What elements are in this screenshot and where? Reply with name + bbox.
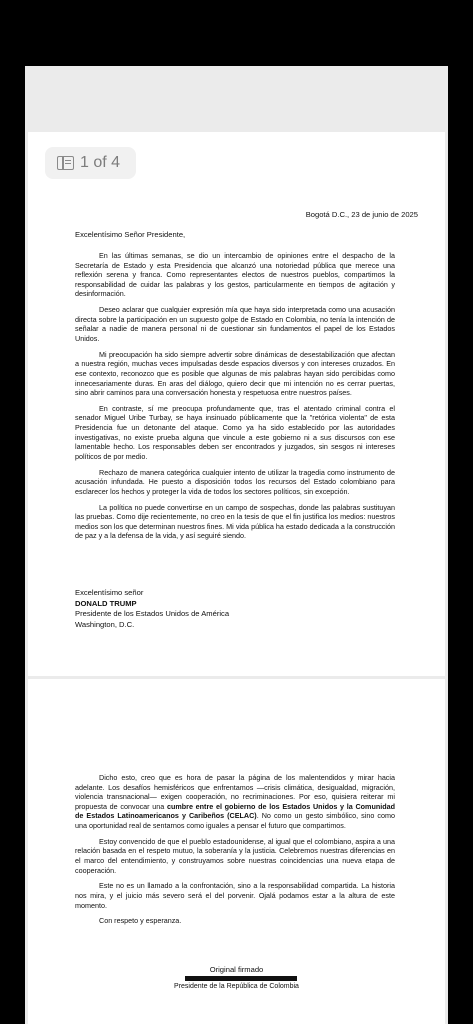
- paragraph-text: Dicho esto, creo que es hora de pasar la página de los malentendidos y mirar hacia adelante. Los desafíos hemisféricos que enfrentamos —crisis climática, desigualdad, migración, violencia transnacional— exigen cooperación, no recriminaciones. Por eso, quisiera reiterar mi propuesta de convocar una: [75, 773, 395, 811]
- recipient-block: [75, 588, 229, 630]
- paragraph-text: . No como un gesto simbólico, sino como una oportunidad real de sentarnos como iguales a pensar el futuro que compartimos.: [75, 811, 395, 830]
- page-counter[interactable]: [45, 147, 136, 179]
- page-layout-icon: [57, 156, 74, 170]
- paragraph: Con respeto y esperanza.: [99, 916, 182, 926]
- paragraph: Rechazo de manera categórica cualquier intento de utilizar la tragedia como instrumento de acusación infundada. He puesto a disposición todos los recursos del Estado colombiano para esclarecer los hechos y proteger la vida de todos los sectores políticos, sin excepción.: [75, 467, 395, 496]
- paragraph: Deseo aclarar que cualquier expresión mía que haya sido interpretada como una acusación directa sobre la participación en un supuesto golpe de Estado en Colombia, no tenía la intención de señalar a nadie de manera personal ni de cuestionar sin fundamentos el papel de los Estados Unidos.: [75, 305, 395, 343]
- paragraph: [75, 773, 395, 831]
- letter-date: Bogotá D.C., 23 de junio de 2025: [305, 210, 418, 219]
- signature-redaction: [185, 976, 297, 981]
- recipient-city: Washington, D.C.: [75, 619, 135, 629]
- letter-salutation: Excelentísimo Señor Presidente,: [75, 230, 186, 239]
- signature-title: Presidente de la República de Colombia: [174, 983, 299, 990]
- paragraph: Mi preocupación ha sido siempre advertir sobre dinámicas de desestabilización que afectan a nuestra región, muchas veces impulsadas desde espacios diversos y con intereses cruzados. En ese contexto, reconozco que es posible que algunas de mis palabras hayan sido percibidas como innecesariamente duras. En aras del diálogo, quiero decir que mi intención no es cerrar puertas, sino abrir caminos para una conversación honesta y respetuosa entre nuestros países.: [75, 349, 395, 398]
- recipient-position: Presidente de los Estados Unidos de América: [75, 609, 230, 619]
- page-counter-label: 1 of 4: [80, 154, 121, 171]
- recipient-name: DONALD TRUMP: [75, 598, 137, 608]
- paragraph: Estoy convencido de que el pueblo estadounidense, al igual que el colombiano, aspira a una relación basada en el respeto mutuo, la soberanía y la justicia. Celebremos nuestras diferencias en el marco del entendimiento, y construyamos sobre nuestras coincidencias una nueva etapa de cooperación.: [75, 836, 395, 875]
- paragraph: Este no es un llamado a la confrontación, sino a la responsabilidad compartida. La historia nos mira, y el juicio más severo será el del porvenir. Ojalá podamos estar a la altura de este momento.: [75, 881, 395, 910]
- letter-body-page-2: [75, 773, 395, 932]
- paragraph: En las últimas semanas, se dio un intercambio de opiniones entre el despacho de la Secretaría de Estado y esta Presidencia que alcanzó una notoriedad pública que merece una reflexión serena y franca. Como representantes electos de nuestros pueblos, compartimos la responsabilidad de cuidar las palabras y los gestos, particularmente en tiempos de agitación y desinformación.: [75, 251, 395, 299]
- recipient-title: Excelentísimo señor: [75, 588, 144, 597]
- paragraph-bold-text: cumbre entre el gobierno de los Estados Unidos y la Comunidad de Estados Latinoamericanos y Caribeños (CELAC): [75, 801, 396, 821]
- document-scroll-area[interactable]: [25, 66, 448, 1024]
- paragraph: La política no puede convertirse en un campo de sospechas, donde las palabras sustituyan las pruebas. Como dije recientemente, no creo en la tesis de que el fin justifica los medios: nuestros medios son los que determinan nuestros fines. Mi vida pública ha estado dedicada a la construcción de paz y a la defensa de la vida, y así seguiré siendo.: [75, 502, 395, 541]
- signature-note: Original firmado: [209, 965, 264, 974]
- paragraph: En contraste, sí me preocupa profundamente que, tras el atentado criminal contra el senador Miguel Uribe Turbay, se haya insinuado públicamente que la "retórica violenta" de esta Presidencia fue un detonante del ataque. Como ya ha sido establecido por las autoridades investigativas, no existe prueba alguna que vincule a este gobierno ni a sus discursos con ese lamentable hecho. Los responsables deben ser encontrados y juzgados, sin sesgos ni intereses políticos de por medio.: [75, 403, 395, 461]
- letter-body-page-1: [75, 251, 395, 547]
